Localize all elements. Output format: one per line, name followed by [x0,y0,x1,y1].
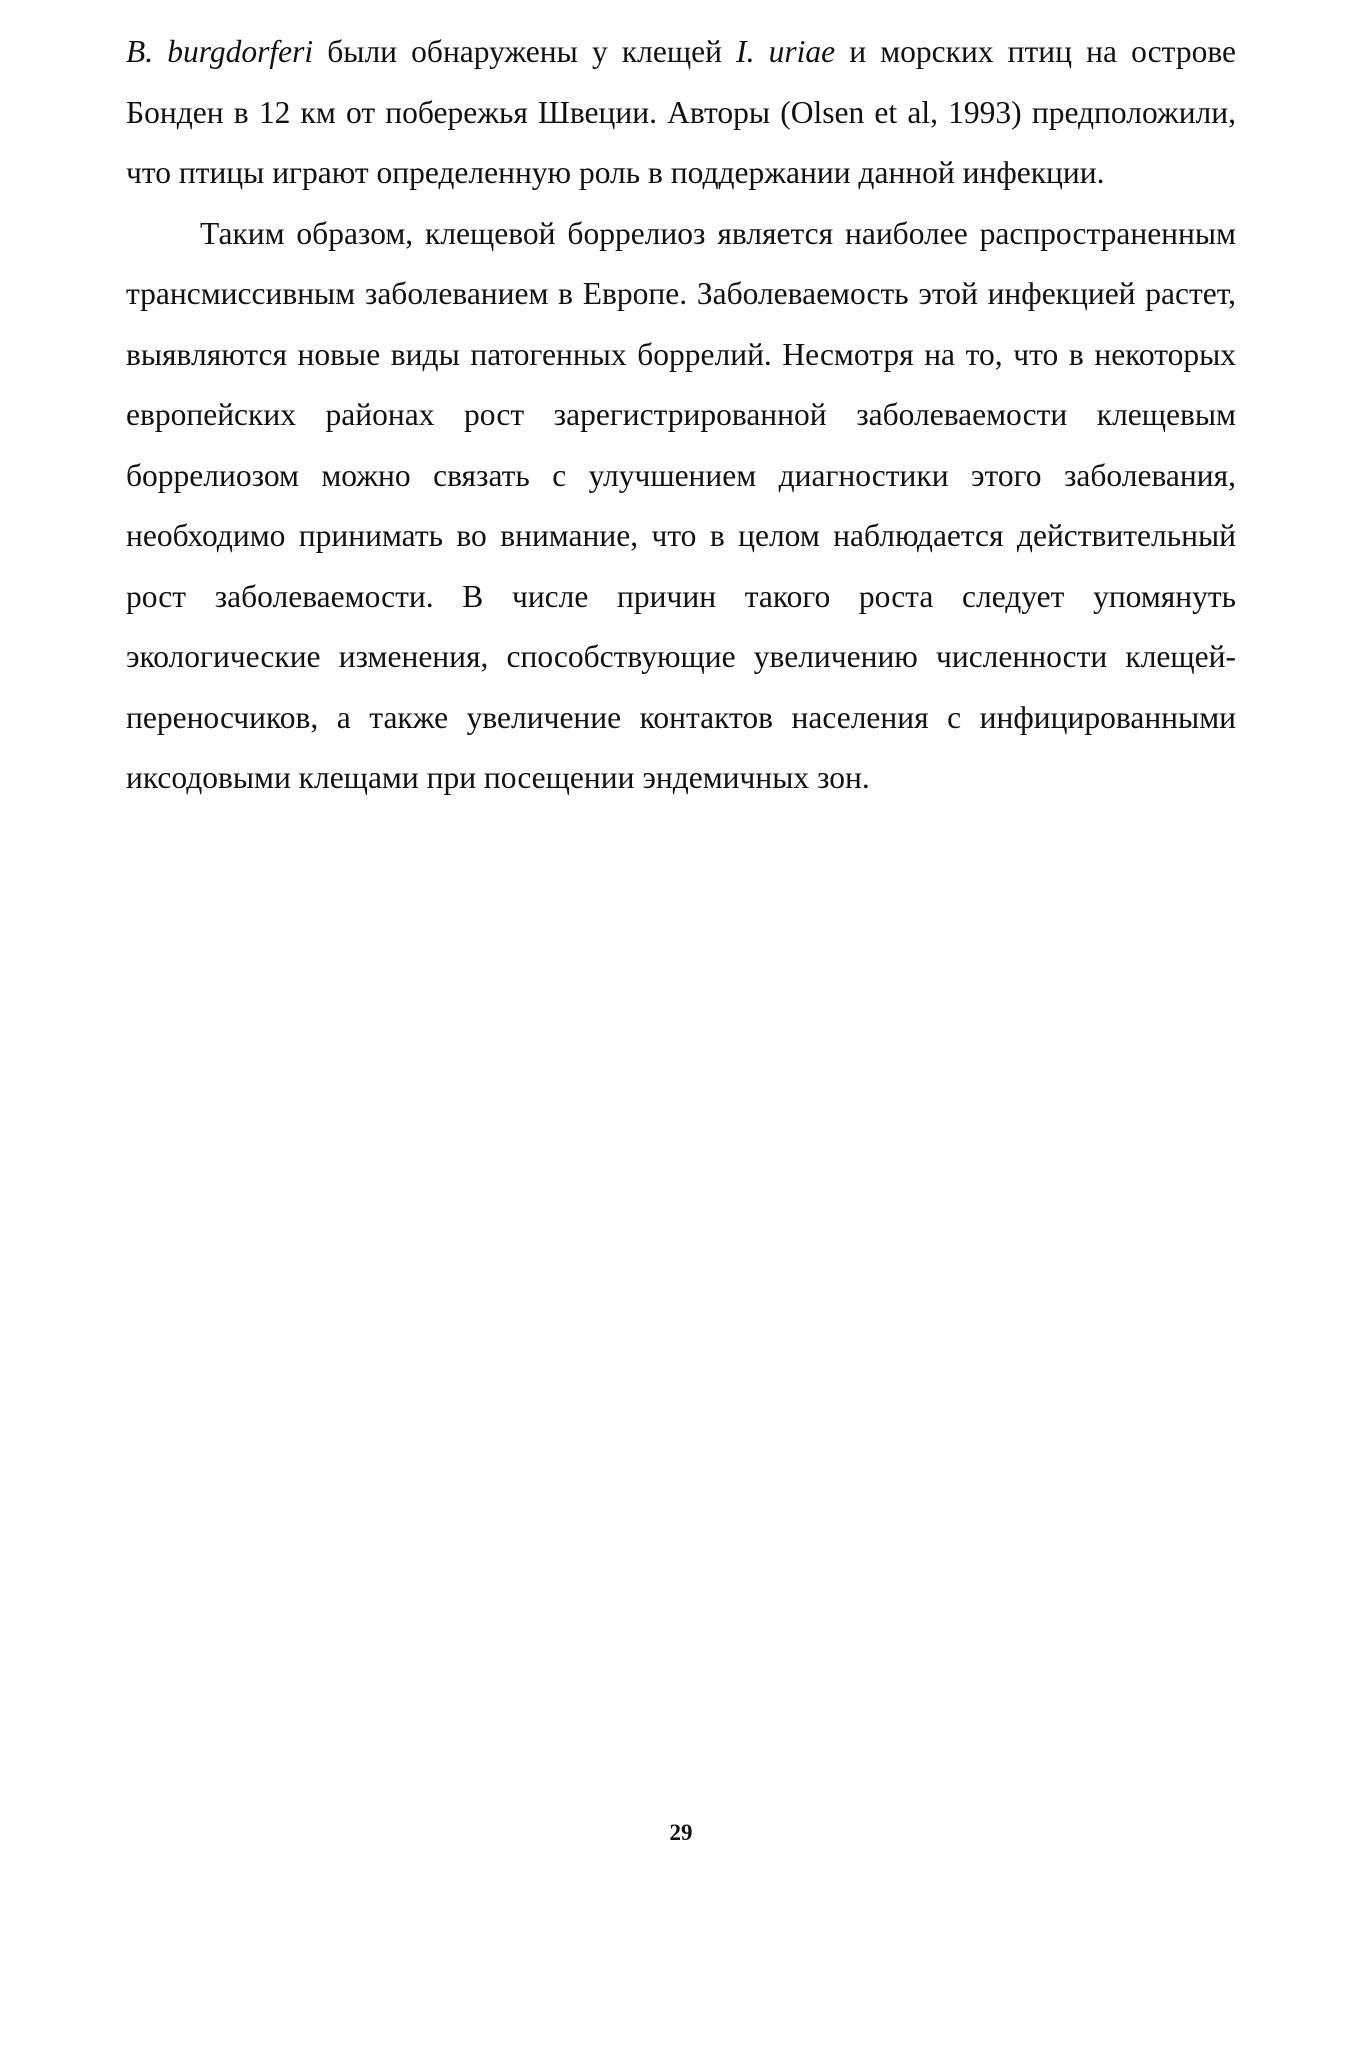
species-name: I. uriae [736,34,836,69]
paragraph-2 [126,204,1236,809]
text-run: и морских птиц на острове Бонден в 12 км от побережья Швеции. Авторы (Olsen et al, 1993) предположили, что птицы играют определенную роль в поддержании данной инфекции. [126,34,1236,190]
paragraph-1 [126,22,1236,204]
text-run: были обнаружены у клещей [313,34,737,69]
text-run: Таким образом, клещевой боррелиоз является наиболее распространенным трансмиссивным заболеванием в Европе. Заболеваемость этой инфекцией растет, выявляются новые виды патогенных боррелий. Несмотря на то, что в некоторых европейских районах рост зарегистрированной заболеваемости клещевым боррелиозом можно связать с улучшением диагностики этого заболевания, необходимо принимать во внимание, что в целом наблюдается действительный рост заболеваемости. В числе причин такого роста следует упомянуть экологические изменения, способствующие увеличению численности клещей-переносчиков, а также увеличение контактов населения с инфицированными иксодовыми клещами при посещении эндемичных зон. [126,215,1236,795]
body-text [126,22,1236,809]
species-name: B. burgdorferi [126,34,314,69]
page-number: 29 [669,1820,693,1845]
